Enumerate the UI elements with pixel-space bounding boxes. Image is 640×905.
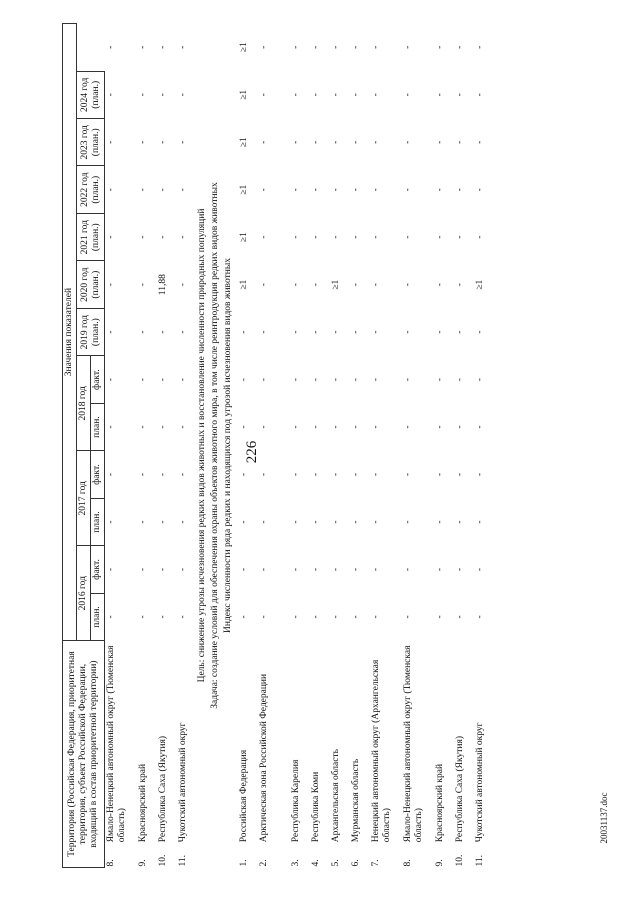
section-titles: [197, 24, 238, 868]
value-cell: -: [291, 425, 301, 429]
value-cell: -: [435, 378, 445, 382]
value-cell: -: [351, 140, 361, 144]
value-cell: -: [259, 140, 269, 144]
row-number: 1.: [239, 859, 249, 867]
value-cell: -: [435, 520, 445, 524]
value-cell: -: [351, 567, 361, 572]
value-cell: -: [403, 140, 413, 144]
territory-name: Республика Саха (Якутия): [158, 736, 168, 843]
value-cell: -: [371, 567, 381, 572]
value-cell: -: [158, 45, 168, 49]
value-cell: -: [106, 472, 116, 477]
value-cell: 11,88: [158, 274, 168, 296]
value-cell: -: [291, 378, 301, 382]
value-cell: -: [138, 567, 148, 572]
value-cell: -: [291, 140, 301, 144]
value-cell: -: [311, 93, 321, 97]
page-number: 226: [244, 440, 260, 464]
plan-2018-header: план.: [91, 403, 105, 450]
value-cell: -: [371, 472, 381, 477]
value-cell: -: [475, 188, 485, 192]
value-cell: -: [178, 520, 188, 524]
value-cell: -: [435, 472, 445, 477]
value-cell: -: [475, 330, 485, 334]
value-cell: -: [291, 93, 301, 97]
value-cell: -: [158, 425, 168, 429]
value-cell: -: [259, 188, 269, 192]
value-cell: -: [158, 615, 168, 619]
row-number: 2.: [259, 859, 269, 867]
year-2016-header: 2016 год: [77, 546, 91, 641]
value-cell: -: [259, 378, 269, 382]
values-header: Значения показателей: [63, 24, 77, 641]
value-cell: ≥1: [239, 137, 249, 148]
value-cell: -: [239, 472, 249, 477]
territory-name: Республика Саха (Якутия): [455, 736, 465, 843]
fact-2016-header: факт.: [91, 546, 105, 593]
value-cell: -: [403, 188, 413, 192]
value-cell: ≥1: [331, 279, 341, 290]
value-cell: -: [331, 567, 341, 572]
value-cell: -: [178, 93, 188, 97]
territory-name: Красноярский край: [435, 763, 445, 843]
value-cell: -: [311, 235, 321, 239]
value-cell: -: [351, 330, 361, 334]
table-row: [434, 24, 454, 868]
value-cell: -: [455, 93, 465, 97]
value-cell: ≥1: [475, 279, 485, 290]
value-cell: -: [178, 615, 188, 619]
goal-title: Цель: снижение угрозы исчезновения редких видов животных и восстановление численности природных популяций: [197, 208, 207, 683]
indicator-title: Индекс численности ряда редких и находящихся под угрозой исчезновения видов животных: [223, 258, 233, 633]
value-cell: -: [239, 615, 249, 619]
value-cell: -: [291, 188, 301, 192]
value-cell: -: [311, 425, 321, 429]
value-cell: -: [403, 472, 413, 477]
value-cell: -: [435, 425, 445, 429]
plan-2016-header: план.: [91, 593, 105, 640]
value-cell: -: [403, 615, 413, 619]
value-cell: -: [106, 520, 116, 524]
row-number: 6.: [351, 859, 361, 867]
document-reference: 20031137.doc: [599, 792, 609, 844]
value-cell: -: [178, 567, 188, 572]
table-row: [105, 24, 138, 868]
row-number: 8.: [403, 859, 413, 867]
plan-2017-header: план.: [91, 498, 105, 545]
value-cell: -: [435, 615, 445, 619]
table-row: [474, 24, 494, 868]
year-2024-header: 2024 год (план.): [77, 71, 105, 118]
value-cell: -: [455, 472, 465, 477]
value-cell: -: [455, 188, 465, 192]
value-cell: -: [435, 45, 445, 49]
value-cell: -: [371, 235, 381, 239]
table-row: [310, 24, 330, 868]
value-cell: -: [455, 235, 465, 239]
territory-name: Архангельская область: [331, 749, 341, 843]
row-number: 10.: [455, 854, 465, 867]
territory-name: Республика Коми: [311, 771, 321, 843]
value-cell: -: [259, 93, 269, 97]
value-cell: -: [475, 140, 485, 144]
value-cell: -: [311, 520, 321, 524]
value-cell: -: [311, 140, 321, 144]
value-cell: -: [158, 235, 168, 239]
value-cell: -: [351, 615, 361, 619]
value-cell: -: [178, 235, 188, 239]
territory-name: Республика Карелия: [291, 759, 301, 843]
value-cell: -: [259, 235, 269, 239]
value-cell: -: [475, 378, 485, 382]
year-2022-header: 2022 год (план.): [77, 166, 105, 213]
value-cell: -: [239, 520, 249, 524]
value-cell: -: [239, 330, 249, 334]
value-cell: -: [138, 520, 148, 524]
territory-name: Российская Федерация: [239, 749, 249, 843]
table-row: [290, 24, 310, 868]
value-cell: -: [455, 378, 465, 382]
value-cell: -: [371, 283, 381, 287]
indicators-table: [62, 23, 494, 868]
row-number: 11.: [475, 854, 485, 867]
value-cell: -: [291, 520, 301, 524]
table-row: [238, 24, 258, 868]
value-cell: ≥1: [239, 279, 249, 290]
value-cell: -: [158, 472, 168, 477]
value-cell: -: [331, 425, 341, 429]
value-cell: ≥1: [239, 232, 249, 243]
value-cell: -: [259, 283, 269, 287]
task-title: Задача: создание условий для обеспечения охраны объектов животного мира, в том числе реинтродукция редких видов животных: [210, 182, 220, 709]
value-cell: -: [158, 567, 168, 572]
value-cell: -: [455, 567, 465, 572]
value-cell: -: [138, 188, 148, 192]
table-row: [157, 24, 177, 868]
table-body-previous-indicator: [105, 24, 198, 868]
year-2017-header: 2017 год: [77, 451, 91, 546]
table-row: [402, 24, 434, 868]
row-number: 7.: [371, 859, 381, 867]
year-2018-header: 2018 год: [77, 356, 91, 451]
value-cell: -: [158, 188, 168, 192]
value-cell: -: [455, 45, 465, 49]
territory-name: Красноярский край: [138, 763, 148, 843]
value-cell: -: [403, 378, 413, 382]
value-cell: -: [371, 140, 381, 144]
value-cell: -: [106, 188, 116, 192]
value-cell: -: [331, 140, 341, 144]
territory-name: Чукотский автономный округ: [475, 722, 485, 843]
value-cell: -: [351, 188, 361, 192]
value-cell: -: [371, 330, 381, 334]
value-cell: -: [291, 567, 301, 572]
value-cell: -: [371, 615, 381, 619]
value-cell: -: [291, 235, 301, 239]
value-cell: -: [259, 615, 269, 619]
value-cell: -: [106, 330, 116, 334]
territory-name: Ненецкий автономный округ (Архангельская область): [371, 659, 392, 843]
value-cell: -: [351, 425, 361, 429]
row-number: 3.: [291, 859, 301, 867]
value-cell: -: [158, 520, 168, 524]
value-cell: -: [455, 283, 465, 287]
value-cell: -: [435, 283, 445, 287]
year-2019-header: 2019 год (план.): [77, 308, 105, 355]
value-cell: -: [178, 330, 188, 334]
value-cell: -: [331, 330, 341, 334]
value-cell: -: [435, 188, 445, 192]
value-cell: -: [158, 378, 168, 382]
territory-name: Чукотский автономный округ: [178, 722, 188, 843]
territory-name: Ямало-Ненецкий автономный округ (Тюменская область): [403, 645, 424, 843]
value-cell: -: [403, 520, 413, 524]
value-cell: -: [106, 378, 116, 382]
value-cell: -: [331, 45, 341, 49]
value-cell: -: [455, 140, 465, 144]
value-cell: -: [403, 283, 413, 287]
table-row: [370, 24, 402, 868]
value-cell: -: [311, 472, 321, 477]
value-cell: -: [475, 567, 485, 572]
row-number: 8.: [106, 859, 116, 867]
fact-2018-header: факт.: [91, 356, 105, 403]
value-cell: -: [331, 188, 341, 192]
territory-header: Территория (Российская Федерация, приоритетная территория, субъект Российской Федерации, входящий в состав приоритетной территории): [63, 641, 105, 868]
value-cell: -: [351, 45, 361, 49]
value-cell: -: [259, 520, 269, 524]
value-cell: -: [435, 93, 445, 97]
value-cell: -: [178, 45, 188, 49]
value-cell: -: [331, 378, 341, 382]
value-cell: -: [403, 235, 413, 239]
value-cell: -: [311, 378, 321, 382]
value-cell: -: [178, 140, 188, 144]
value-cell: -: [351, 472, 361, 477]
value-cell: -: [106, 425, 116, 429]
value-cell: -: [158, 140, 168, 144]
value-cell: -: [138, 45, 148, 49]
value-cell: -: [455, 520, 465, 524]
value-cell: -: [475, 472, 485, 477]
value-cell: -: [178, 472, 188, 477]
value-cell: -: [239, 378, 249, 382]
value-cell: -: [138, 425, 148, 429]
table-body-index-indicator: [238, 24, 494, 868]
value-cell: -: [106, 235, 116, 239]
value-cell: ≥1: [239, 89, 249, 100]
value-cell: -: [138, 472, 148, 477]
value-cell: -: [475, 520, 485, 524]
value-cell: ≥1: [239, 184, 249, 195]
value-cell: -: [138, 93, 148, 97]
value-cell: -: [259, 45, 269, 49]
value-cell: ≥1: [239, 42, 249, 53]
value-cell: -: [455, 425, 465, 429]
value-cell: -: [351, 520, 361, 524]
value-cell: -: [106, 283, 116, 287]
value-cell: -: [178, 283, 188, 287]
value-cell: -: [259, 330, 269, 334]
territory-name: Арктическая зона Российской Федерации: [259, 673, 269, 843]
value-cell: -: [106, 140, 116, 144]
table-row: [137, 24, 157, 868]
year-2021-header: 2021 год (план.): [77, 213, 105, 260]
value-cell: -: [435, 235, 445, 239]
table-row: [350, 24, 370, 868]
value-cell: -: [331, 93, 341, 97]
value-cell: -: [105, 45, 116, 49]
value-cell: -: [475, 235, 485, 239]
value-cell: -: [403, 93, 413, 97]
value-cell: -: [371, 520, 381, 524]
row-number: 9.: [138, 859, 148, 867]
table-row: [258, 24, 290, 868]
year-2020-header: 2020 год (план.): [77, 261, 105, 308]
value-cell: -: [331, 520, 341, 524]
value-cell: -: [351, 283, 361, 287]
value-cell: -: [158, 93, 168, 97]
value-cell: -: [371, 378, 381, 382]
territory-name: Ямало-Ненецкий автономный округ (Тюменская область): [106, 645, 127, 843]
value-cell: -: [291, 472, 301, 477]
value-cell: -: [239, 567, 249, 572]
value-cell: -: [475, 93, 485, 97]
value-cell: -: [178, 425, 188, 429]
value-cell: -: [239, 425, 249, 429]
value-cell: -: [311, 45, 321, 49]
value-cell: -: [138, 615, 148, 619]
table-header: [63, 24, 105, 868]
value-cell: -: [259, 472, 269, 477]
value-cell: -: [106, 567, 116, 572]
fact-2017-header: факт.: [91, 451, 105, 498]
value-cell: -: [259, 425, 269, 429]
value-cell: -: [311, 567, 321, 572]
row-number: 11.: [178, 854, 188, 867]
value-cell: -: [455, 615, 465, 619]
value-cell: -: [455, 330, 465, 334]
year-2023-header: 2023 год (план.): [77, 119, 105, 166]
value-cell: -: [311, 283, 321, 287]
value-cell: -: [351, 235, 361, 239]
row-number: 5.: [331, 859, 341, 867]
value-cell: -: [291, 45, 301, 49]
value-cell: -: [178, 378, 188, 382]
value-cell: -: [311, 188, 321, 192]
row-number: 10.: [158, 854, 168, 867]
territory-name: Мурманская область: [351, 758, 361, 843]
value-cell: -: [158, 330, 168, 334]
value-cell: -: [435, 330, 445, 334]
value-cell: -: [311, 615, 321, 619]
value-cell: -: [435, 140, 445, 144]
rotated-table-sheet: [62, 23, 582, 868]
value-cell: -: [475, 45, 485, 49]
value-cell: -: [138, 235, 148, 239]
value-cell: -: [475, 615, 485, 619]
value-cell: -: [106, 615, 116, 619]
value-cell: -: [291, 283, 301, 287]
value-cell: -: [138, 330, 148, 334]
value-cell: -: [311, 330, 321, 334]
value-cell: -: [138, 378, 148, 382]
value-cell: -: [371, 188, 381, 192]
value-cell: -: [138, 283, 148, 287]
value-cell: -: [351, 93, 361, 97]
value-cell: -: [138, 140, 148, 144]
value-cell: -: [403, 425, 413, 429]
table-row: [177, 24, 197, 868]
table-row: [330, 24, 350, 868]
value-cell: -: [403, 45, 413, 49]
value-cell: -: [351, 378, 361, 382]
value-cell: -: [475, 425, 485, 429]
value-cell: -: [259, 567, 269, 572]
row-number: 9.: [435, 859, 445, 867]
value-cell: -: [435, 567, 445, 572]
value-cell: -: [331, 472, 341, 477]
value-cell: -: [371, 93, 381, 97]
value-cell: -: [331, 615, 341, 619]
value-cell: -: [403, 567, 413, 572]
value-cell: -: [291, 615, 301, 619]
value-cell: -: [371, 425, 381, 429]
row-number: 4.: [311, 859, 321, 867]
value-cell: -: [291, 330, 301, 334]
value-cell: -: [178, 188, 188, 192]
table-row: [454, 24, 474, 868]
value-cell: -: [106, 93, 116, 97]
value-cell: -: [403, 330, 413, 334]
value-cell: -: [331, 235, 341, 239]
value-cell: -: [371, 45, 381, 49]
